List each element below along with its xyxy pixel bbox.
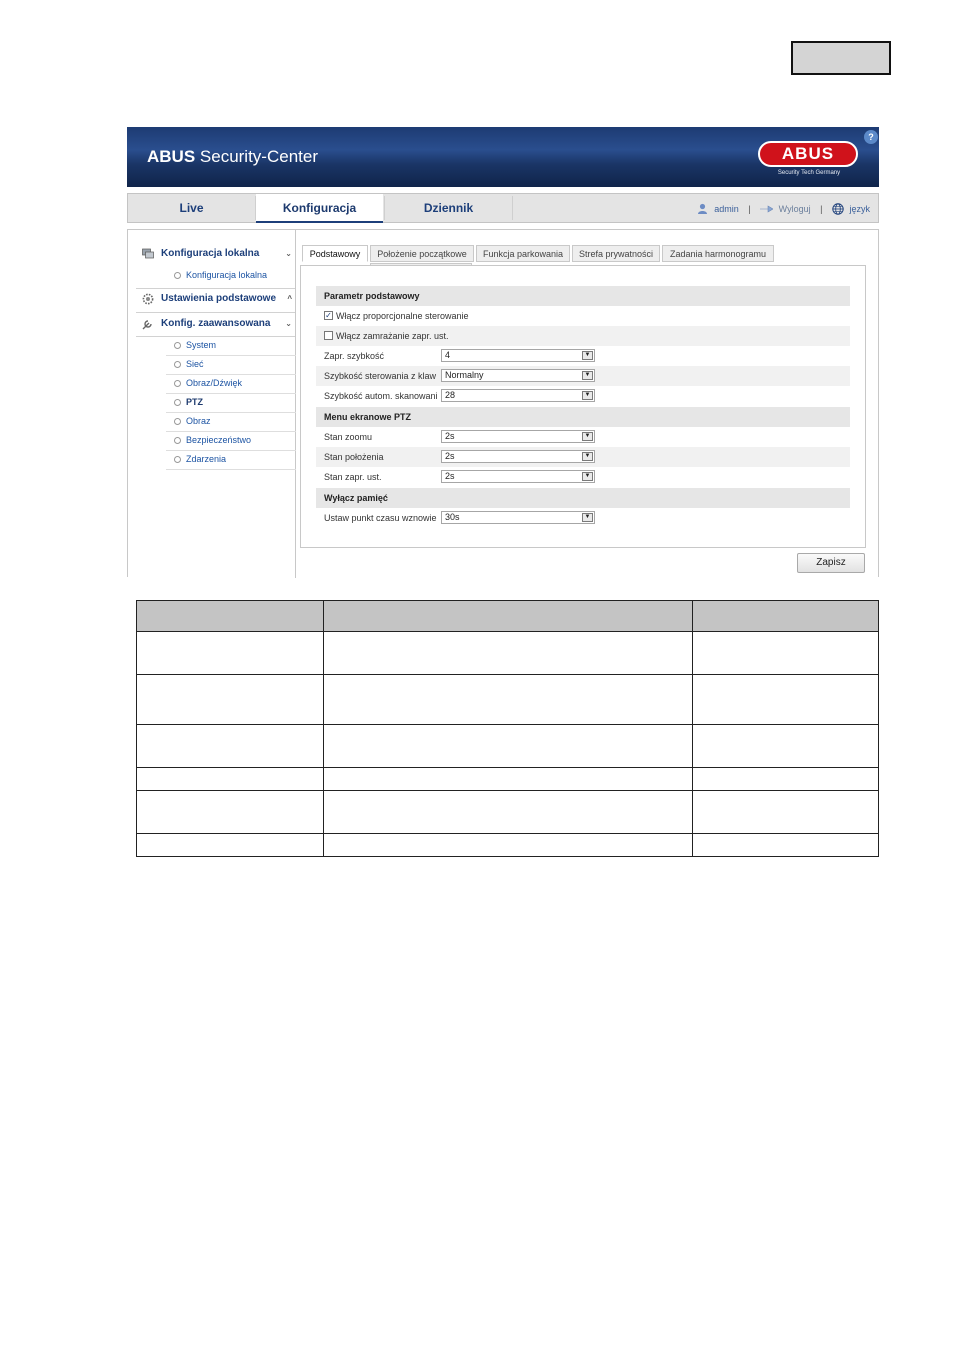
app-header: [127, 127, 879, 187]
tab-schedule-tasks[interactable]: Zadania harmonogramu: [662, 245, 774, 262]
preset-status-select[interactable]: 2s ▼: [441, 470, 595, 483]
table-row: [137, 632, 879, 675]
table-row: [137, 768, 879, 791]
table-header-cell: [693, 601, 879, 632]
abus-logo: [756, 139, 862, 183]
dropdown-arrow-icon: ▼: [582, 351, 593, 360]
chevron-down-icon: ⌄: [285, 249, 292, 258]
row-keyboard-speed: Szybkość sterowania z klaw Normalny ▼: [316, 366, 850, 386]
logo-mark: ABUS: [758, 141, 858, 167]
chevron-down-icon: ⌄: [285, 319, 292, 328]
bullet-icon: [174, 380, 181, 387]
section-ptz-osd: Menu ekranowe PTZ: [316, 407, 850, 427]
tab-basic[interactable]: Podstawowy: [302, 245, 368, 262]
sidebar-item-image[interactable]: Obraz: [166, 412, 296, 432]
monitor-icon: [142, 248, 154, 260]
logo-tagline: Security Tech Germany: [777, 170, 841, 176]
bullet-icon: [174, 342, 181, 349]
help-icon[interactable]: ?: [864, 130, 878, 144]
chevron-up-icon: ^: [287, 294, 292, 303]
sidebar-basic-settings[interactable]: Ustawienia podstawowe ^: [142, 289, 292, 309]
gear-icon: [142, 293, 154, 305]
preset-freeze-checkbox[interactable]: [324, 331, 333, 340]
position-status-select[interactable]: 2s ▼: [441, 450, 595, 463]
table-header-row: [137, 601, 879, 632]
document-table: [136, 600, 879, 857]
sidebar-item-events[interactable]: Zdarzenia: [166, 450, 296, 470]
app-title: ABUS Security-Center: [147, 147, 318, 166]
sidebar-local-config[interactable]: Konfiguracja lokalna ⌄: [142, 244, 292, 264]
dropdown-arrow-icon: ▼: [582, 432, 593, 441]
app-window: [127, 127, 879, 577]
table-row: [137, 834, 879, 857]
row-preset-freeze: Włącz zamrażanie zapr. ust.: [316, 326, 850, 346]
autoscan-speed-select[interactable]: 28 ▼: [441, 389, 595, 402]
tab-live[interactable]: Live: [179, 201, 204, 215]
resume-time-select[interactable]: 30s ▼: [441, 511, 595, 524]
ptz-basic-panel: [300, 265, 866, 548]
sidebar-item-image-audio[interactable]: Obraz/Dźwięk: [166, 374, 296, 394]
proportional-control-checkbox[interactable]: ✓: [325, 311, 332, 320]
tab-privacy-zone[interactable]: Strefa prywatności: [572, 245, 660, 262]
dropdown-arrow-icon: ▼: [582, 513, 593, 522]
preset-speed-select[interactable]: 4 ▼: [441, 349, 595, 362]
sidebar-advanced-config[interactable]: Konfig. zaawansowana ⌄: [142, 314, 292, 334]
sidebar-item-security[interactable]: Bezpieczeństwo: [166, 431, 296, 451]
dropdown-arrow-icon: ▼: [582, 371, 593, 380]
save-button[interactable]: Zapisz: [797, 553, 865, 573]
user-menu: admin | Wyloguj | język: [697, 194, 870, 222]
bullet-icon: [174, 399, 181, 406]
zoom-status-select[interactable]: 2s ▼: [441, 430, 595, 443]
row-zoom-status: Stan zoomu 2s ▼: [316, 427, 850, 447]
keyboard-speed-select[interactable]: Normalny ▼: [441, 369, 595, 382]
user-name[interactable]: admin: [714, 203, 739, 214]
table-header-cell: [324, 601, 693, 632]
tab-home-position[interactable]: Położenie początkowe: [370, 245, 474, 262]
dropdown-arrow-icon: ▼: [582, 472, 593, 481]
main-nav: [127, 193, 879, 223]
section-basic-params: Parametr podstawowy: [316, 286, 850, 306]
tab-konfiguracja[interactable]: Konfiguracja: [256, 194, 383, 223]
content-area: [127, 229, 879, 577]
page-corner-box: [791, 41, 891, 75]
sidebar: [128, 230, 296, 578]
row-resume-time: Ustaw punkt czasu wznowie 30s ▼: [316, 508, 850, 528]
bullet-icon: [174, 361, 181, 368]
table-row: [137, 725, 879, 768]
bullet-icon: [174, 272, 181, 279]
ptz-tabs-row-1: [302, 245, 902, 262]
row-proportional-control: ✓ Włącz proporcjonalne sterowanie: [325, 311, 469, 321]
logout-icon: [760, 204, 773, 213]
wrench-icon: [142, 318, 154, 330]
sidebar-item-system[interactable]: System: [166, 336, 296, 356]
tab-dziennik[interactable]: Dziennik: [423, 201, 474, 215]
bullet-icon: [174, 418, 181, 425]
row-position-status: Stan położenia 2s ▼: [316, 447, 850, 467]
globe-icon: [832, 203, 844, 215]
row-preset-speed: Zapr. szybkość 4 ▼: [316, 346, 850, 366]
dropdown-arrow-icon: ▼: [582, 391, 593, 400]
table-row: [137, 791, 879, 834]
table-header-cell: [137, 601, 324, 632]
tab-park-function[interactable]: Funkcja parkowania: [476, 245, 570, 262]
sidebar-item-local-config[interactable]: Konfiguracja lokalna: [166, 266, 296, 285]
bullet-icon: [174, 456, 181, 463]
row-autoscan-speed: Szybkość autom. skanowani 28 ▼: [316, 386, 850, 406]
sidebar-item-ptz[interactable]: PTZ: [166, 393, 296, 413]
user-icon: [697, 203, 708, 214]
language-link[interactable]: język: [849, 203, 870, 214]
logout-link[interactable]: Wyloguj: [778, 203, 811, 214]
dropdown-arrow-icon: ▼: [582, 452, 593, 461]
table-row: [137, 675, 879, 725]
row-preset-status: Stan zapr. ust. 2s ▼: [316, 467, 850, 487]
bullet-icon: [174, 437, 181, 444]
sidebar-item-network[interactable]: Sieć: [166, 355, 296, 375]
section-power-off-memory: Wyłącz pamięć: [316, 488, 850, 508]
